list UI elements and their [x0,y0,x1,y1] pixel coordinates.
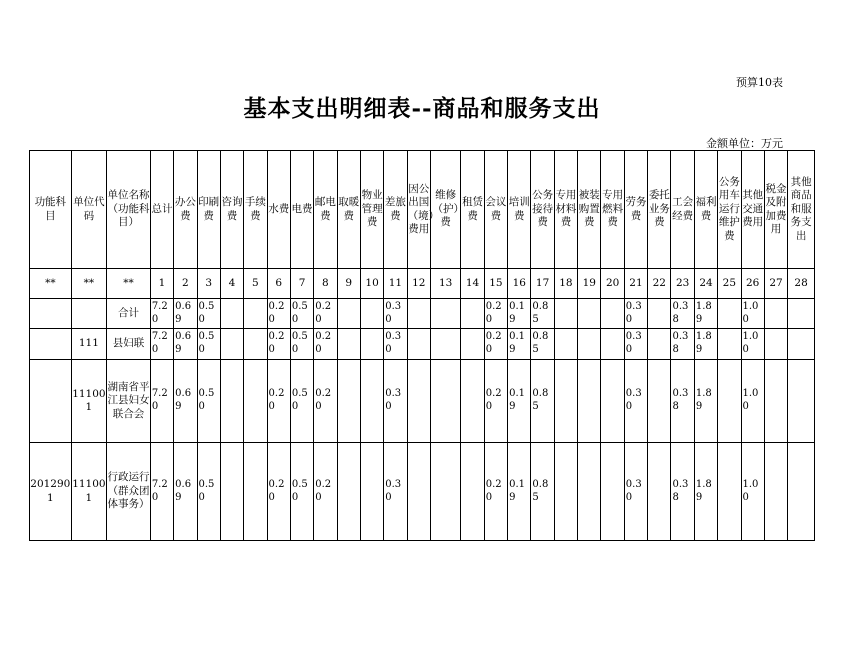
index-cell: 15 [484,269,507,299]
data-cell: 0.30 [384,443,407,541]
header-cell: 取暖费 [337,151,360,269]
data-cell [461,360,484,443]
data-cell: 1.89 [694,360,717,443]
data-cell: 0.69 [174,299,197,329]
index-cell: 25 [718,269,741,299]
data-cell [337,299,360,329]
header-cell: 会议费 [484,151,507,269]
index-cell: 19 [578,269,601,299]
header-cell: 总计 [150,151,173,269]
data-cell: 0.50 [197,299,220,329]
header-cell: 手续费 [244,151,267,269]
index-cell: 1 [150,269,173,299]
data-cell: 合计 [107,299,151,329]
header-cell: 印刷费 [197,151,220,269]
data-cell [788,443,815,541]
header-cell: 功能科目 [30,151,72,269]
data-cell [648,360,671,443]
data-cell: 0.20 [484,329,507,360]
index-cell: 22 [648,269,671,299]
data-cell: 0.30 [384,360,407,443]
data-cell: 0.30 [384,329,407,360]
header-cell: 培训费 [508,151,531,269]
data-cell: 1.89 [694,299,717,329]
data-cell: 0.19 [508,299,531,329]
index-cell: 3 [197,269,220,299]
index-cell: 8 [314,269,337,299]
data-cell: 1.00 [741,360,764,443]
data-cell [220,299,243,329]
data-cell [648,299,671,329]
index-cell: 16 [508,269,531,299]
data-cell: 0.38 [671,329,694,360]
data-cell [407,360,430,443]
data-cell: 1.89 [694,329,717,360]
header-cell: 咨询费 [220,151,243,269]
index-cell: 28 [788,269,815,299]
data-cell [554,360,577,443]
index-cell: 18 [554,269,577,299]
data-cell: 0.20 [267,299,290,329]
expenditure-table [29,150,815,541]
data-cell: 0.30 [624,360,647,443]
data-cell [461,329,484,360]
data-cell: 0.85 [531,443,554,541]
data-cell: 0.19 [508,443,531,541]
data-cell [30,360,72,443]
data-cell [718,329,741,360]
data-cell: 0.50 [197,443,220,541]
data-cell: 0.20 [484,360,507,443]
data-cell [360,329,383,360]
header-cell: 专用燃料费 [601,151,624,269]
data-cell: 0.38 [671,299,694,329]
header-cell: 福利费 [694,151,717,269]
index-cell: 7 [290,269,313,299]
data-cell: 0.20 [484,299,507,329]
data-cell [244,299,267,329]
index-cell: 4 [220,269,243,299]
header-cell: 公务接待费 [531,151,554,269]
data-cell: 0.19 [508,329,531,360]
table-row [30,329,815,360]
data-cell [788,329,815,360]
index-cell: 24 [694,269,717,299]
data-cell [601,443,624,541]
column-index-row [30,269,815,299]
header-cell: 差旅费 [384,151,407,269]
data-cell: 0.69 [174,360,197,443]
index-cell: 12 [407,269,430,299]
data-cell: 0.50 [290,329,313,360]
data-cell [578,443,601,541]
data-cell [461,299,484,329]
header-cell: 其他商品和服务支出 [788,151,815,269]
data-cell: 7.20 [150,329,173,360]
index-cell: ** [30,269,72,299]
header-cell: 专用材料费 [554,151,577,269]
data-cell: 0.20 [484,443,507,541]
data-cell: 0.20 [267,360,290,443]
data-cell [407,329,430,360]
index-cell: ** [107,269,151,299]
data-cell: 0.20 [314,299,337,329]
data-cell: 0.20 [314,329,337,360]
header-cell: 单位名称（功能科目） [107,151,151,269]
data-cell: 0.20 [267,329,290,360]
data-cell: 0.30 [384,299,407,329]
data-cell: 7.20 [150,360,173,443]
header-cell: 委托业务费 [648,151,671,269]
data-cell: 0.85 [531,360,554,443]
data-cell [578,329,601,360]
data-cell: 0.20 [314,360,337,443]
data-cell [601,299,624,329]
header-cell: 租赁费 [461,151,484,269]
data-cell [764,299,787,329]
data-cell: 0.69 [174,443,197,541]
data-cell [220,329,243,360]
data-cell: 县妇联 [107,329,151,360]
data-cell: 1.00 [741,443,764,541]
data-cell [764,360,787,443]
data-cell [788,299,815,329]
data-cell: 0.30 [624,329,647,360]
index-cell: 5 [244,269,267,299]
data-cell [718,443,741,541]
data-cell [554,299,577,329]
header-cell: 公务用车运行维护费 [718,151,741,269]
data-cell [30,299,72,329]
index-cell: 21 [624,269,647,299]
data-cell: 7.20 [150,299,173,329]
data-cell: 0.38 [671,360,694,443]
data-cell [360,299,383,329]
data-cell [430,329,460,360]
data-cell [578,360,601,443]
index-cell: 26 [741,269,764,299]
data-cell: 0.19 [508,360,531,443]
data-cell [220,443,243,541]
data-cell [764,443,787,541]
data-cell: 0.30 [624,299,647,329]
data-cell: 0.50 [197,329,220,360]
data-cell [430,360,460,443]
data-cell: 0.85 [531,329,554,360]
index-cell: 23 [671,269,694,299]
header-cell: 其他交通费用 [741,151,764,269]
index-cell: 27 [764,269,787,299]
data-cell [718,299,741,329]
page-title: 基本支出明细表--商品和服务支出 [243,95,601,122]
data-cell [788,360,815,443]
data-cell [718,360,741,443]
header-cell: 电费 [290,151,313,269]
form-number: 预算10表 [736,76,783,89]
data-cell [30,329,72,360]
data-cell [578,299,601,329]
data-cell: 0.20 [314,443,337,541]
data-cell: 0.69 [174,329,197,360]
header-cell: 维修（护）费 [430,151,460,269]
data-cell: 0.50 [290,360,313,443]
data-cell: 0.50 [290,299,313,329]
data-cell [554,329,577,360]
index-cell: 17 [531,269,554,299]
data-cell: 行政运行（群众团体事务） [107,443,151,541]
header-cell: 被装购置费 [578,151,601,269]
header-row [30,151,815,269]
table-row [30,443,815,541]
header-cell: 单位代码 [71,151,107,269]
data-cell [360,443,383,541]
header-cell: 税金及附加费用 [764,151,787,269]
data-cell [648,329,671,360]
data-cell [601,329,624,360]
data-cell [337,443,360,541]
header-cell: 工会经费 [671,151,694,269]
header-cell: 水费 [267,151,290,269]
header-cell: 办公费 [174,151,197,269]
header-cell: 劳务费 [624,151,647,269]
header-cell: 邮电费 [314,151,337,269]
data-cell: 1.89 [694,443,717,541]
header-cell: 因公出国（境）费用 [407,151,430,269]
data-cell [71,299,107,329]
data-cell [430,443,460,541]
data-cell [764,329,787,360]
table-row [30,360,815,443]
data-cell: 7.20 [150,443,173,541]
data-cell [407,443,430,541]
data-cell: 1.00 [741,329,764,360]
index-cell: 10 [360,269,383,299]
data-cell [601,360,624,443]
data-cell: 湖南省平江县妇女联合会 [107,360,151,443]
index-cell: 9 [337,269,360,299]
data-cell: 0.50 [197,360,220,443]
data-cell: 0.20 [267,443,290,541]
index-cell: 14 [461,269,484,299]
data-cell: 0.30 [624,443,647,541]
data-cell: 111001 [71,360,107,443]
index-cell: 11 [384,269,407,299]
data-cell: 111 [71,329,107,360]
data-cell [337,360,360,443]
index-cell: 6 [267,269,290,299]
data-cell [461,443,484,541]
table-row [30,299,815,329]
data-cell: 1.00 [741,299,764,329]
data-cell [554,443,577,541]
amount-unit: 金额单位：万元 [706,137,783,150]
data-cell [244,329,267,360]
data-cell [220,360,243,443]
header-cell: 物业管理费 [360,151,383,269]
data-cell: 0.38 [671,443,694,541]
index-cell: 13 [430,269,460,299]
index-cell: 20 [601,269,624,299]
data-cell [430,299,460,329]
data-cell: 2012901 [30,443,72,541]
data-cell [244,360,267,443]
data-cell [337,329,360,360]
data-cell [407,299,430,329]
data-cell: 0.85 [531,299,554,329]
data-cell: 0.50 [290,443,313,541]
data-cell [648,443,671,541]
data-cell [244,443,267,541]
data-cell [360,360,383,443]
data-cell: 111001 [71,443,107,541]
index-cell: 2 [174,269,197,299]
index-cell: ** [71,269,107,299]
